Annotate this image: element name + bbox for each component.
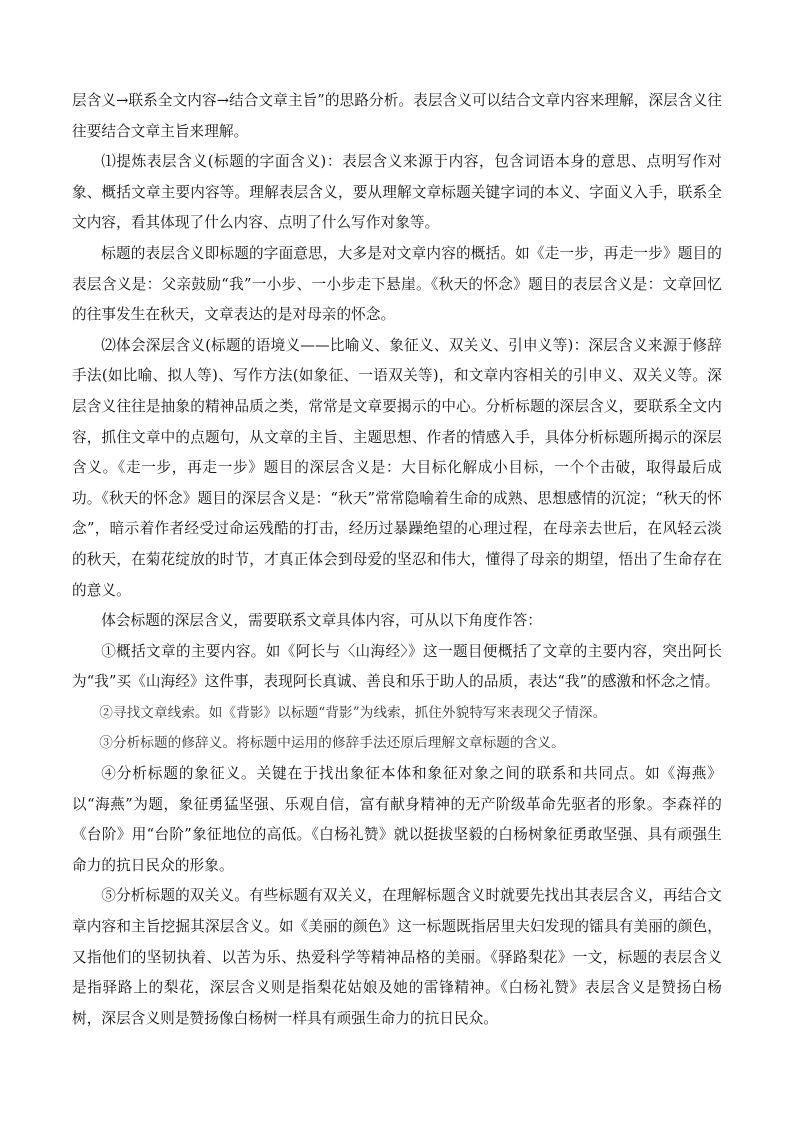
paragraph-point-2: ②寻找文章线索。如《背影》以标题“背影”为线索，抓住外貌特写来表现父子情深。 bbox=[99, 704, 607, 721]
paragraph-deep-meaning: ⑵体会深层含义(标题的语境义——比喻义、象征义、双关义、引申义等)：深层含义来源于修辞手法(如比喻、拟人等)、写作方法(如象征、一语双关等)，和文章内容相关的引申义、双关义等。深层含义往往是抽象的精神品质之类，常常是文章要揭示的中心。分析标题的深层含义，要联系全文内容，抓住文章中的点题句，从文章的主旨、主题思想、作者的情感入手，具体分析标题所揭示的深层含义。《走一步，再走一步》题目的深层含义是：大目标化解成小目标，一个个击破，取得最后成功。《秋天的怀念》题目的深层含义是：“秋天”常常隐喻着生命的成熟、思想感情的沉淀；“秋天的怀念”，暗示着作者经受过命运残酷的打击，经历过暴躁绝望的心理过程，在母亲去世后，在风轻云淡的秋天，在菊花绽放的时节，才真正体会到母爱的坚忍和伟大，懂得了母亲的期望，悟出了生命存在的意义。 bbox=[72, 336, 722, 599]
paragraph-answer-angles: 体会标题的深层含义，需要联系文章具体内容，可从以下角度作答： bbox=[101, 612, 543, 630]
paragraph-point-3: ③分析标题的修辞义。将标题中运用的修辞手法还原后理解文章标题的含义。 bbox=[99, 735, 565, 752]
document-body bbox=[72, 86, 722, 1034]
paragraph-continuation: 层含义→联系全文内容→结合文章主旨”的思路分析。表层含义可以结合文章内容来理解，深层含义往往要结合文章主旨来理解。 bbox=[72, 92, 722, 140]
paragraph-point-4: ④分析标题的象征义。关键在于找出象征本体和象征对象之间的联系和共同点。如《海燕》以“海燕”为题，象征勇猛坚强、乐观自信，富有献身精神的无产阶级革命先驱者的形象。李森祥的《台阶》用“台阶”象征地位的高低。《白杨礼赞》就以挺拔坚毅的白杨树象征勇敢坚强、具有顽强生命力的抗日民众的形象。 bbox=[72, 765, 722, 874]
paragraph-surface-meaning: ⑴提炼表层含义(标题的字面含义)：表层含义来源于内容，包含词语本身的意思、点明写作对象、概括文章主要内容等。理解表层含义，要从理解文章标题关键字词的本义、字面义入手，联系全文内容，看其体现了什么内容、点明了什么写作对象等。 bbox=[72, 153, 722, 232]
paragraph-point-1: ①概括文章的主要内容。如《阿长与〈山海经〉》这一题目便概括了文章的主要内容，突出阿长为“我”买《山海经》这件事，表现阿长真诚、善良和乐于助人的品质，表达“我”的感激和怀念之情。 bbox=[72, 642, 722, 691]
paragraph-surface-example: 标题的表层含义即标题的字面意思，大多是对文章内容的概括。如《走一步，再走一步》题目的表层含义是：父亲鼓励“我”一小步、一小步走下悬崖。《秋天的怀念》题目的表层含义是：文章回忆的往事发生在秋天，文章表达的是对母亲的怀念。 bbox=[72, 244, 722, 324]
paragraph-point-5: ⑤分析标题的双关义。有些标题有双关义，在理解标题含义时就要先找出其表层含义，再结合文章内容和主旨挖掘其深层含义。如《美丽的颜色》这一标题既指居里夫妇发现的镭具有美丽的颜色，又指他们的坚韧执着、以苦为乐、热爱科学等精神品格的美丽。《驿路梨花》一文，标题的表层含义是指驿路上的梨花，深层含义则是指梨花姑娘及她的雷锋精神。《白杨礼赞》表层含义是赞扬白杨树，深层含义则是赞扬像白杨树一样具有顽强生命力的抗日民众。 bbox=[72, 887, 722, 1027]
